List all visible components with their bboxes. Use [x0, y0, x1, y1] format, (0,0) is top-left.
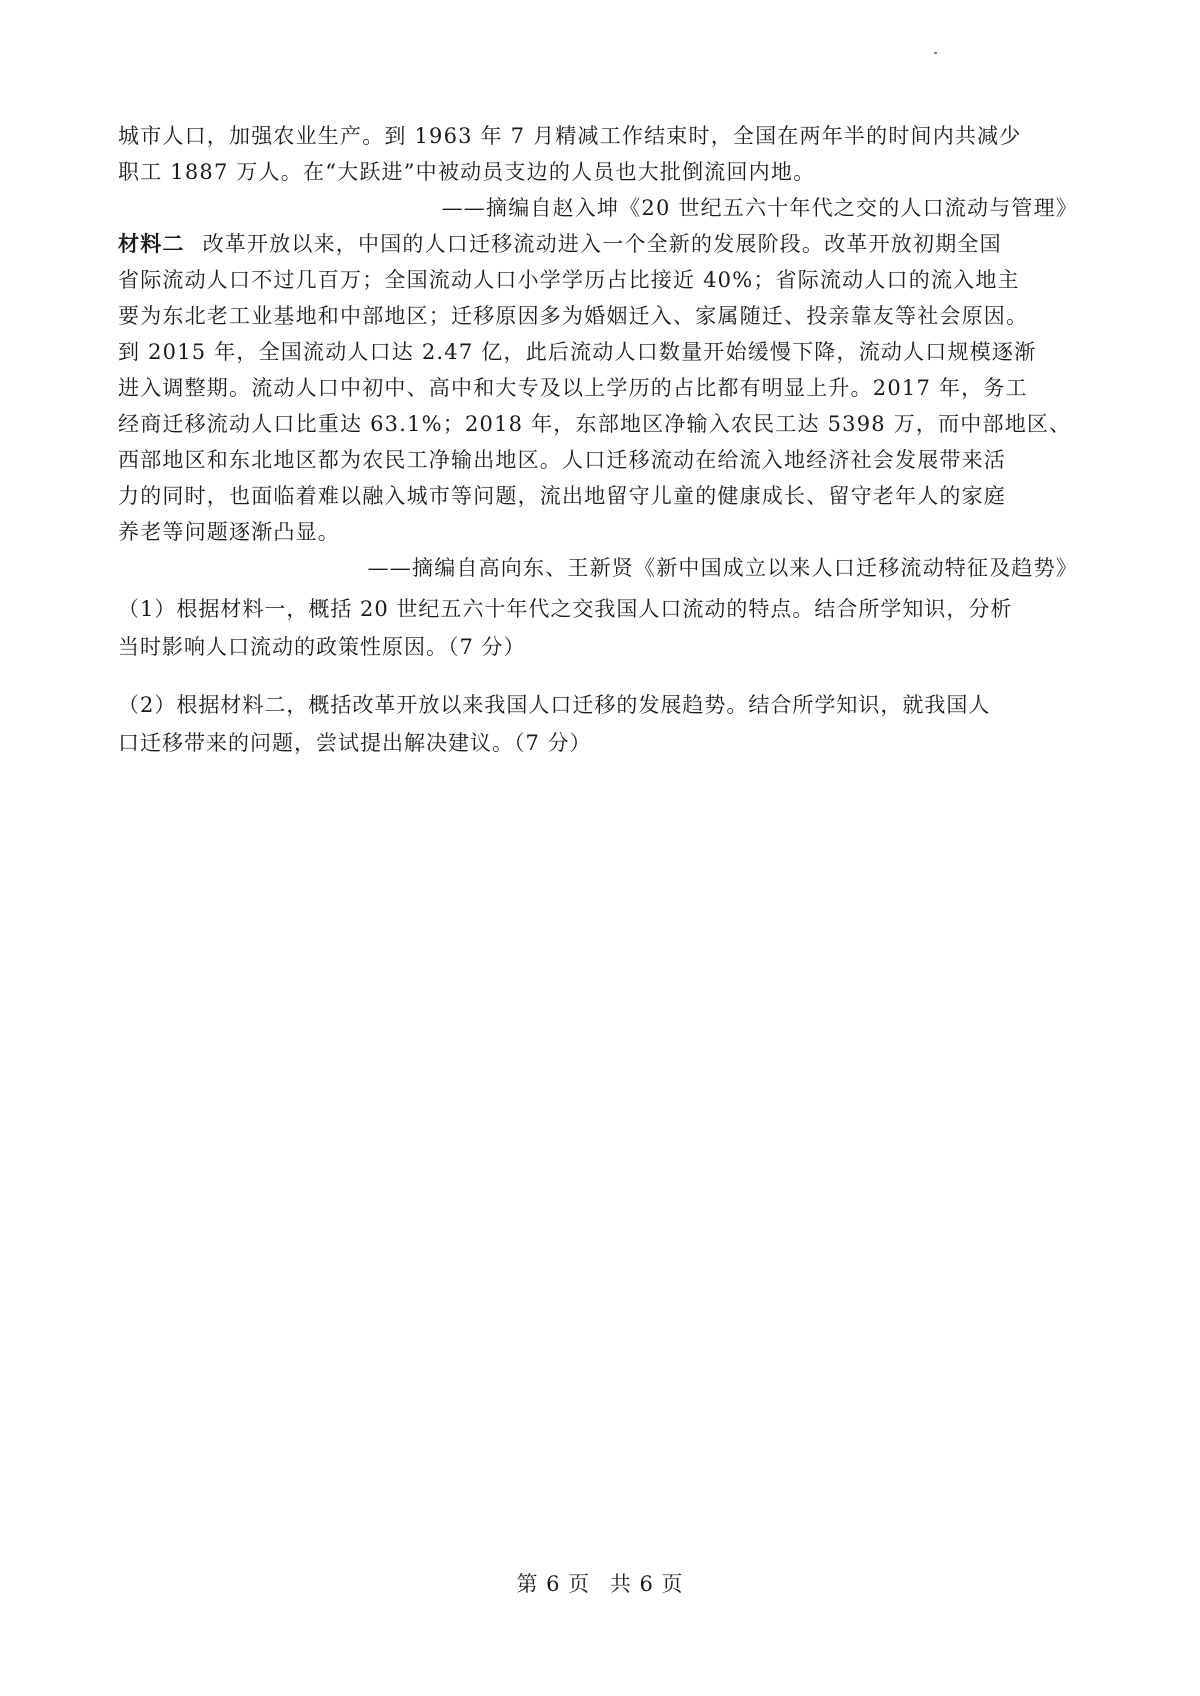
text-line: 改革开放以来，中国的人口迁移流动进入一个全新的发展阶段。改革开放初期全国 [202, 232, 1002, 256]
question-line: （2）根据材料二，概括改革开放以来我国人口迁移的发展趋势。结合所学知识，就我国人 [118, 693, 991, 717]
material-two-first-line [118, 226, 1078, 262]
material-two-attribution: ——摘编自高向东、王新贤《新中国成立以来人口迁移流动特征及趋势》 [367, 556, 1078, 580]
question-line: 当时影响人口流动的政策性原因。（7 分） [118, 635, 526, 659]
scan-speck [934, 52, 937, 54]
page-number: 第 6 页 [516, 1572, 591, 1596]
page-total: 共 6 页 [609, 1572, 684, 1596]
text-line: 经商迁移流动人口比重达 63.1%；2018 年，东部地区净输入农民工达 5398 万，而中部地区、 [118, 412, 1072, 436]
question-line: 口迁移带来的问题，尝试提出解决建议。（7 分） [118, 731, 592, 755]
text-line: 力的同时，也面临着难以融入城市等问题，流出地留守儿童的健康成长、留守老年人的家庭 [118, 484, 1006, 508]
text-line: 职工 1887 万人。在“大跃进”中被动员支边的人员也大批倒流回内地。 [118, 160, 816, 184]
page-footer [0, 1568, 1200, 1598]
text-line: 进入调整期。流动人口中初中、高中和大专及以上学历的占比都有明显上升。2017 年，务工 [118, 376, 1028, 400]
exam-page-body [118, 118, 1078, 762]
text-line: 省际流动人口不过几百万；全国流动人口小学学历占比接近 40%；省际流动人口的流入地主 [118, 268, 1020, 292]
question-2 [118, 686, 1078, 762]
question-1 [118, 590, 1078, 666]
material-one-tail [118, 118, 1078, 226]
material-one-attribution: ——摘编自赵入坤《20 世纪五六十年代之交的人口流动与管理》 [441, 196, 1078, 220]
text-line: 西部地区和东北地区都为农民工净输出地区。人口迁移流动在给流入地经济社会发展带来活 [118, 448, 1006, 472]
text-line: 城市人口，加强农业生产。到 1963 年 7 月精减工作结束时，全国在两年半的时间内共减少 [118, 124, 1022, 148]
material-two-label: 材料二 [118, 232, 185, 256]
text-line: 到 2015 年，全国流动人口达 2.47 亿，此后流动人口数量开始缓慢下降，流动人口规模逐渐 [118, 340, 1037, 364]
question-line: （1）根据材料一，概括 20 世纪五六十年代之交我国人口流动的特点。结合所学知识，分析 [118, 597, 1013, 621]
material-two [118, 226, 1078, 586]
text-line: 养老等问题逐渐凸显。 [118, 520, 340, 544]
text-line: 要为东北老工业基地和中部地区；迁移原因多为婚姻迁入、家属随迁、投亲靠友等社会原因。 [118, 304, 1029, 328]
